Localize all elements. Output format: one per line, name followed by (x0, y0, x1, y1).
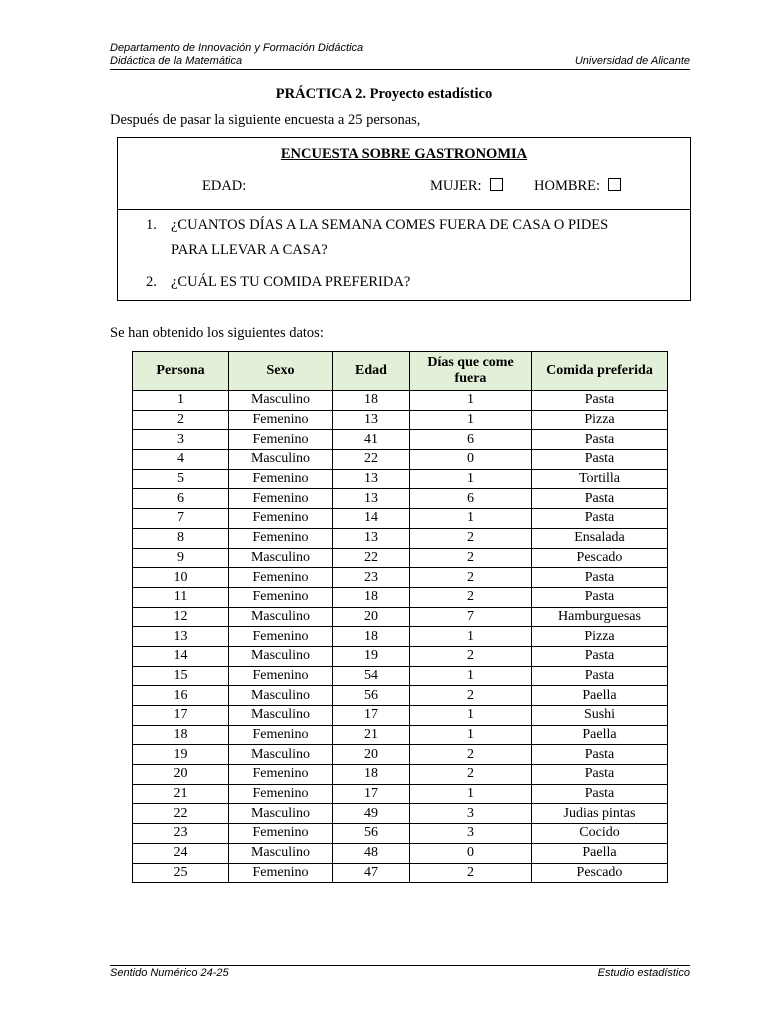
cell-edad: 48 (333, 843, 410, 863)
table-row (133, 509, 668, 529)
cell-sexo: Masculino (229, 706, 333, 726)
question-1-text-line1: ¿CUANTOS DÍAS A LA SEMANA COMES FUERA DE CASA O PIDES (171, 217, 609, 233)
cell-edad: 18 (333, 587, 410, 607)
page-title: PRÁCTICA 2. Proyecto estadístico (275, 86, 493, 102)
mujer-label: MUJER: (430, 178, 482, 194)
cell-comida: Sushi (532, 706, 668, 726)
cell-sexo: Masculino (229, 607, 333, 627)
table-row (133, 430, 668, 450)
intro-text: Después de pasar la siguiente encuesta a 25 personas, (110, 112, 421, 128)
cell-edad: 17 (333, 706, 410, 726)
table-row (133, 607, 668, 627)
table-row (133, 469, 668, 489)
cell-comida: Pescado (532, 863, 668, 883)
cell-persona: 13 (133, 627, 229, 647)
header-rule (110, 69, 690, 70)
footer-rule (110, 965, 690, 966)
cell-dias-fuera: 2 (410, 528, 532, 548)
table-row (133, 863, 668, 883)
header-department: Departamento de Innovación y Formación Didáctica (110, 42, 364, 54)
header-persona: Persona (133, 352, 229, 391)
cell-comida: Pasta (532, 587, 668, 607)
cell-sexo: Femenino (229, 410, 333, 430)
cell-edad: 41 (333, 430, 410, 450)
table-row (133, 843, 668, 863)
cell-dias-fuera: 1 (410, 509, 532, 529)
cell-persona: 5 (133, 469, 229, 489)
cell-dias-fuera: 2 (410, 765, 532, 785)
cell-comida: Ensalada (532, 528, 668, 548)
cell-edad: 19 (333, 646, 410, 666)
cell-edad: 13 (333, 528, 410, 548)
header-subject: Didáctica de la Matemática (110, 55, 243, 67)
cell-edad: 56 (333, 824, 410, 844)
cell-comida: Pasta (532, 391, 668, 411)
edad-label: EDAD: (202, 178, 247, 194)
cell-persona: 4 (133, 450, 229, 470)
hombre-label: HOMBRE: (534, 178, 601, 194)
cell-persona: 23 (133, 824, 229, 844)
page-header (110, 42, 690, 68)
cell-comida: Pasta (532, 745, 668, 765)
cell-comida: Pasta (532, 784, 668, 804)
cell-edad: 22 (333, 548, 410, 568)
cell-comida: Paella (532, 725, 668, 745)
cell-dias-fuera: 2 (410, 548, 532, 568)
cell-dias-fuera: 2 (410, 863, 532, 883)
cell-edad: 13 (333, 469, 410, 489)
cell-persona: 14 (133, 646, 229, 666)
cell-sexo: Femenino (229, 528, 333, 548)
cell-sexo: Masculino (229, 450, 333, 470)
cell-comida: Hamburguesas (532, 607, 668, 627)
table-row (133, 686, 668, 706)
cell-dias-fuera: 1 (410, 627, 532, 647)
header-edad: Edad (333, 352, 410, 391)
cell-persona: 17 (133, 706, 229, 726)
survey-divider (118, 209, 690, 210)
table-row (133, 824, 668, 844)
cell-sexo: Femenino (229, 489, 333, 509)
cell-sexo: Masculino (229, 646, 333, 666)
cell-dias-fuera: 1 (410, 391, 532, 411)
cell-edad: 21 (333, 725, 410, 745)
cell-sexo: Masculino (229, 391, 333, 411)
survey-data-table (132, 351, 668, 883)
cell-sexo: Femenino (229, 587, 333, 607)
question-1-text-line2: PARA LLEVAR A CASA? (171, 242, 328, 258)
survey-box (117, 137, 691, 301)
cell-persona: 10 (133, 568, 229, 588)
cell-dias-fuera: 3 (410, 824, 532, 844)
question-1-number: 1. (146, 217, 157, 233)
cell-edad: 47 (333, 863, 410, 883)
header-sexo: Sexo (229, 352, 333, 391)
cell-persona: 24 (133, 843, 229, 863)
cell-sexo: Femenino (229, 824, 333, 844)
cell-sexo: Femenino (229, 469, 333, 489)
cell-sexo: Masculino (229, 804, 333, 824)
cell-sexo: Femenino (229, 509, 333, 529)
cell-persona: 8 (133, 528, 229, 548)
header-comida-preferida: Comida preferida (532, 352, 668, 391)
cell-edad: 54 (333, 666, 410, 686)
header-university: Universidad de Alicante (574, 55, 690, 67)
cell-dias-fuera: 3 (410, 804, 532, 824)
question-2-number: 2. (146, 274, 157, 290)
table-header-row (133, 352, 668, 391)
cell-dias-fuera: 2 (410, 646, 532, 666)
cell-persona: 1 (133, 391, 229, 411)
footer-left: Sentido Numérico 24-25 (110, 967, 229, 979)
table-row (133, 804, 668, 824)
table-row (133, 450, 668, 470)
cell-dias-fuera: 1 (410, 666, 532, 686)
table-row (133, 528, 668, 548)
mujer-checkbox[interactable] (490, 178, 503, 191)
table-row (133, 784, 668, 804)
table-row (133, 706, 668, 726)
cell-persona: 7 (133, 509, 229, 529)
cell-comida: Pasta (532, 646, 668, 666)
cell-persona: 21 (133, 784, 229, 804)
page-footer (110, 967, 690, 979)
cell-persona: 6 (133, 489, 229, 509)
cell-persona: 20 (133, 765, 229, 785)
table-row (133, 765, 668, 785)
cell-dias-fuera: 2 (410, 568, 532, 588)
cell-dias-fuera: 1 (410, 410, 532, 430)
cell-dias-fuera: 0 (410, 843, 532, 863)
table-body (133, 391, 668, 883)
cell-comida: Pasta (532, 430, 668, 450)
cell-dias-fuera: 1 (410, 706, 532, 726)
table-row (133, 725, 668, 745)
cell-persona: 15 (133, 666, 229, 686)
table-row (133, 666, 668, 686)
table-row (133, 587, 668, 607)
cell-persona: 9 (133, 548, 229, 568)
table-row (133, 568, 668, 588)
cell-persona: 22 (133, 804, 229, 824)
cell-dias-fuera: 0 (410, 450, 532, 470)
cell-persona: 2 (133, 410, 229, 430)
cell-comida: Pizza (532, 627, 668, 647)
cell-comida: Cocido (532, 824, 668, 844)
cell-sexo: Femenino (229, 430, 333, 450)
cell-dias-fuera: 1 (410, 469, 532, 489)
cell-sexo: Femenino (229, 568, 333, 588)
cell-edad: 20 (333, 745, 410, 765)
table-row (133, 489, 668, 509)
cell-comida: Pasta (532, 509, 668, 529)
cell-edad: 49 (333, 804, 410, 824)
mujer-field (430, 178, 503, 195)
cell-persona: 12 (133, 607, 229, 627)
cell-comida: Pescado (532, 548, 668, 568)
cell-persona: 19 (133, 745, 229, 765)
cell-comida: Pizza (532, 410, 668, 430)
cell-sexo: Masculino (229, 686, 333, 706)
cell-sexo: Femenino (229, 666, 333, 686)
cell-sexo: Femenino (229, 627, 333, 647)
table-row (133, 548, 668, 568)
table-row (133, 646, 668, 666)
cell-comida: Pasta (532, 666, 668, 686)
header-dias-fuera: Días que come fuera (410, 352, 532, 391)
cell-comida: Pasta (532, 765, 668, 785)
cell-comida: Paella (532, 843, 668, 863)
cell-persona: 25 (133, 863, 229, 883)
cell-comida: Pasta (532, 489, 668, 509)
cell-edad: 18 (333, 627, 410, 647)
cell-sexo: Masculino (229, 843, 333, 863)
cell-comida: Paella (532, 686, 668, 706)
hombre-field (534, 178, 621, 195)
cell-dias-fuera: 2 (410, 587, 532, 607)
cell-persona: 11 (133, 587, 229, 607)
table-row (133, 391, 668, 411)
cell-persona: 16 (133, 686, 229, 706)
cell-edad: 17 (333, 784, 410, 804)
cell-comida: Tortilla (532, 469, 668, 489)
table-row (133, 627, 668, 647)
data-intro-text: Se han obtenido los siguientes datos: (110, 325, 324, 341)
cell-edad: 56 (333, 686, 410, 706)
cell-comida: Pasta (532, 568, 668, 588)
cell-dias-fuera: 1 (410, 784, 532, 804)
question-2-text: ¿CUÁL ES TU COMIDA PREFERIDA? (171, 274, 411, 290)
cell-sexo: Femenino (229, 765, 333, 785)
cell-edad: 18 (333, 391, 410, 411)
cell-sexo: Masculino (229, 745, 333, 765)
cell-edad: 13 (333, 489, 410, 509)
cell-persona: 3 (133, 430, 229, 450)
cell-dias-fuera: 6 (410, 430, 532, 450)
cell-dias-fuera: 7 (410, 607, 532, 627)
footer-right: Estudio estadístico (597, 967, 690, 979)
table-row (133, 745, 668, 765)
cell-dias-fuera: 2 (410, 686, 532, 706)
cell-comida: Pasta (532, 450, 668, 470)
survey-title: ENCUESTA SOBRE GASTRONOMIA (280, 146, 528, 162)
hombre-checkbox[interactable] (608, 178, 621, 191)
cell-edad: 13 (333, 410, 410, 430)
cell-edad: 18 (333, 765, 410, 785)
cell-edad: 22 (333, 450, 410, 470)
cell-edad: 23 (333, 568, 410, 588)
cell-dias-fuera: 6 (410, 489, 532, 509)
cell-persona: 18 (133, 725, 229, 745)
cell-sexo: Femenino (229, 784, 333, 804)
cell-sexo: Femenino (229, 725, 333, 745)
cell-comida: Judias pintas (532, 804, 668, 824)
cell-dias-fuera: 2 (410, 745, 532, 765)
cell-sexo: Masculino (229, 548, 333, 568)
cell-dias-fuera: 1 (410, 725, 532, 745)
cell-edad: 14 (333, 509, 410, 529)
cell-sexo: Femenino (229, 863, 333, 883)
cell-edad: 20 (333, 607, 410, 627)
table-row (133, 410, 668, 430)
